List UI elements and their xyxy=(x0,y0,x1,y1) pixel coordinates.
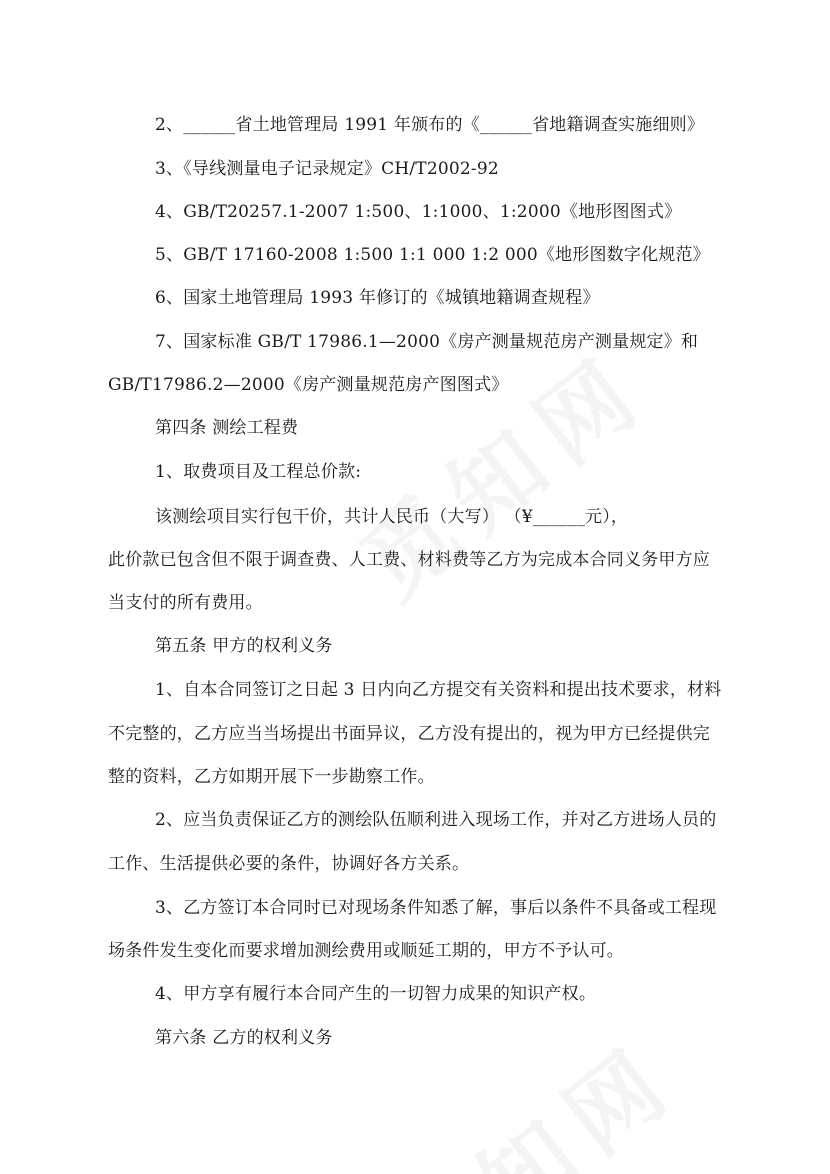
party-a-item-4: 4、甲方享有履行本合同产生的一切智力成果的知识产权。 xyxy=(155,984,597,1004)
watermark-upper xyxy=(330,317,671,624)
fee-item-1: 1、取费项目及工程总价款: xyxy=(155,462,362,482)
reference-item-4: 4、GB/T20257.1-2007 1:500、1:1000、1:2000《地形图图式》 xyxy=(155,202,682,222)
party-a-item-1-line-3: 整的资料，乙方如期开展下一步勘察工作。 xyxy=(108,767,435,787)
party-a-item-2-line-1: 2、应当负责保证乙方的测绘队伍顺利进入现场工作，并对乙方进场人员的 xyxy=(155,810,717,830)
reference-item-7: 7、国家标准 GB/T 17986.1—2000《房产测量规范房产测量规定》和 xyxy=(155,332,699,352)
reference-item-5: 5、GB/T 17160-2008 1:500 1:1 000 1:2 000《地形图数字化规范》 xyxy=(155,245,710,265)
party-a-item-1-line-1: 1、自本合同签订之日起 3 日内向乙方提交有关资料和提出技术要求，材料 xyxy=(155,680,722,700)
article-6-heading: 第六条 乙方的权利义务 xyxy=(155,1028,333,1048)
party-a-item-3-line-2: 场条件发生变化而要求增加测绘费用或顺延工期的，甲方不予认可。 xyxy=(108,941,624,961)
fee-paragraph-line-3: 当支付的所有费用。 xyxy=(108,593,263,613)
article-5-heading: 第五条 甲方的权利义务 xyxy=(155,636,333,656)
fee-paragraph-line-1: 该测绘项目实行包干价，共计人民币（大写） （¥______元）， xyxy=(155,507,629,527)
reference-item-6: 6、国家土地管理局 1993 年修订的《城镇地籍调查规程》 xyxy=(155,288,600,308)
article-4-heading: 第四条 测绘工程费 xyxy=(155,418,299,438)
party-a-item-1-line-2: 不完整的，乙方应当当场提出书面异议，乙方没有提出的，视为甲方已经提供完 xyxy=(108,724,710,744)
reference-item-2: 2、______省土地管理局 1991 年颁布的《______省地籍调查实施细则》 xyxy=(155,115,705,135)
party-a-item-2-line-2: 工作、生活提供必要的条件，协调好各方关系。 xyxy=(108,854,470,874)
fee-paragraph-line-2: 此价款已包含但不限于调查费、人工费、材料费等乙方为完成本合同义务甲方应 xyxy=(108,550,710,570)
party-a-item-3-line-1: 3、乙方签订本合同时已对现场条件知悉了解，事后以条件不具备或工程现 xyxy=(155,898,717,918)
reference-item-3: 3、《导线测量电子记录规定》CH/T2002-92 xyxy=(155,159,499,179)
reference-item-7-cont: GB/T17986.2—2000《房产测量规范房产图图式》 xyxy=(108,375,509,395)
watermark-lower xyxy=(360,1007,701,1174)
